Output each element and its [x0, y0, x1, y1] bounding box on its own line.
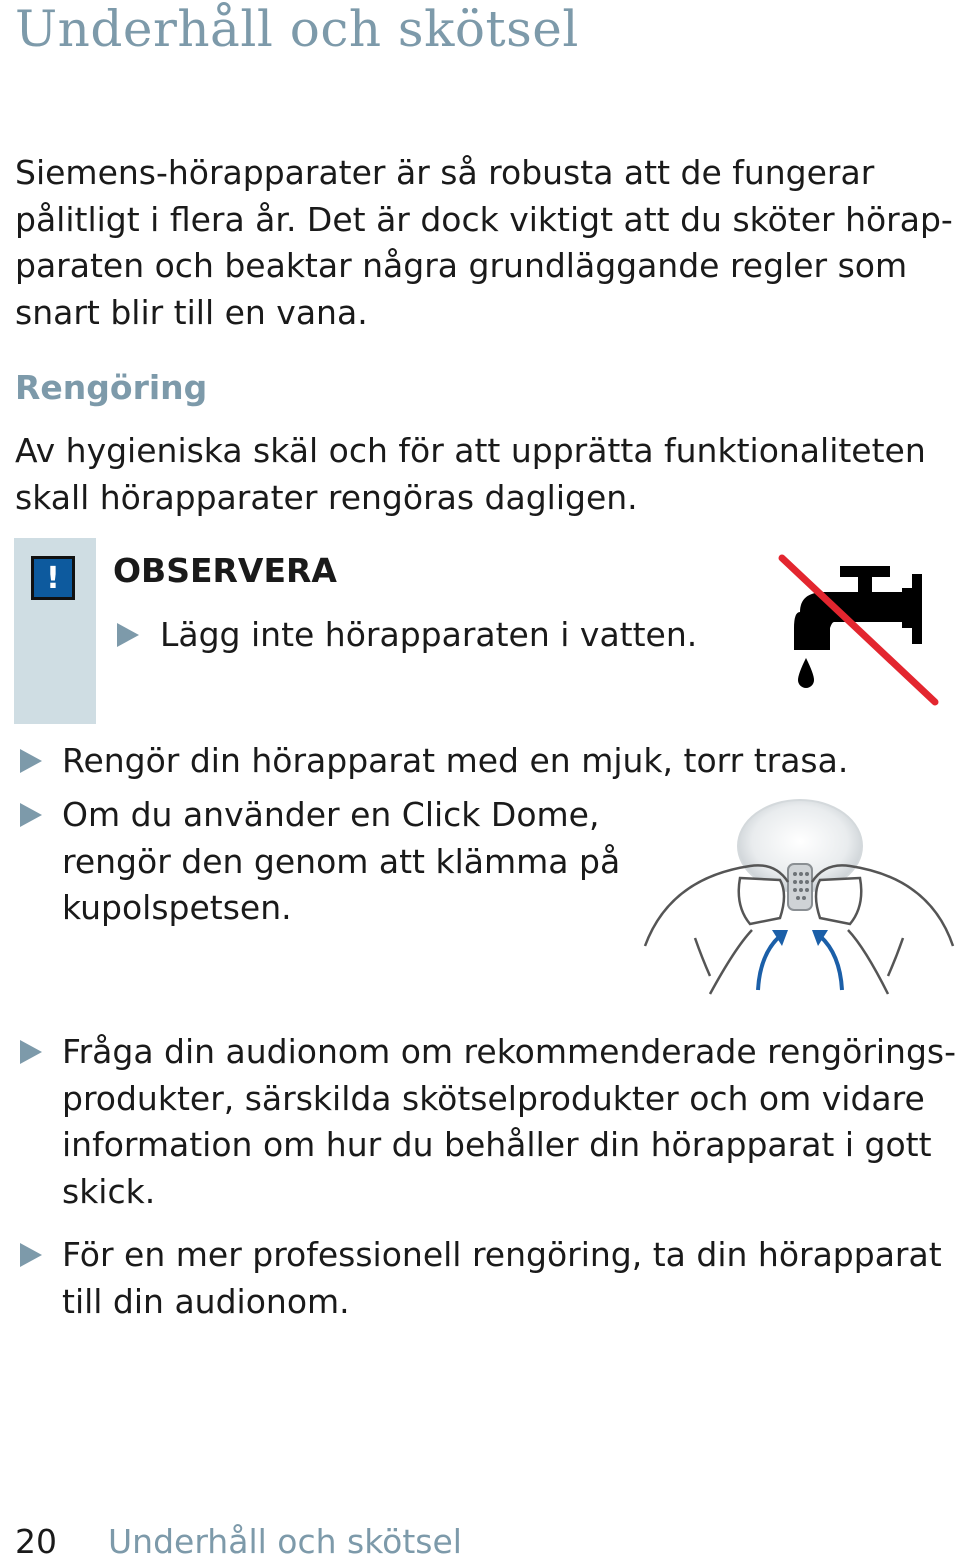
click-dome-squeeze-illustration — [640, 798, 958, 998]
notice-heading: OBSERVERA — [113, 551, 337, 590]
bullet-item — [62, 738, 848, 785]
bullet-arrow-icon — [117, 623, 139, 647]
intro-paragraph — [15, 150, 953, 336]
intro-line: paraten och beaktar några grundläggande regler som — [15, 246, 908, 285]
bullet-line: För en mer professionell rengöring, ta din hörapparat — [62, 1235, 942, 1274]
bullet-line: Fråga din audionom om rekommenderade rengörings- — [62, 1032, 957, 1071]
section-paragraph — [15, 428, 926, 521]
bullet-line: kupolspetsen. — [62, 888, 292, 927]
no-water-faucet-icon — [770, 550, 945, 710]
bullet-line: Om du använder en Click Dome, — [62, 795, 600, 834]
bullet-line: skick. — [62, 1171, 156, 1211]
bullet-arrow-icon — [20, 1243, 42, 1267]
bullet-line: Rengör din hörapparat med en mjuk, torr trasa. — [62, 741, 849, 780]
bullet-arrow-icon — [20, 1040, 42, 1064]
bullet-arrow-icon — [20, 749, 42, 773]
bullet-line: produkter, särskilda skötselprodukter och om vidare — [62, 1078, 925, 1118]
bullet-item — [62, 792, 620, 932]
section-line: skall hörapparater rengöras dagligen. — [15, 477, 638, 517]
page-number: 20 — [15, 1522, 57, 1561]
intro-line: Siemens-hörapparater är så robusta att de fungerar — [15, 153, 875, 192]
intro-line: snart blir till en vana. — [15, 292, 368, 332]
section-heading: Rengöring — [15, 368, 208, 407]
bullet-line: rengör den genom att klämma på — [62, 841, 621, 881]
exclamation-warning-icon: ! — [31, 556, 75, 600]
bullet-item — [62, 1232, 942, 1325]
bullet-arrow-icon — [20, 803, 42, 827]
notice-item: Lägg inte hörapparaten i vatten. — [160, 615, 698, 654]
footer-section-title: Underhåll och skötsel — [108, 1522, 462, 1561]
intro-line: pålitligt i flera år. Det är dock viktigt att du sköter hörap- — [15, 199, 953, 239]
page-title: Underhåll och skötsel — [15, 0, 579, 58]
section-line: Av hygieniska skäl och för att upprätta funktionaliteten — [15, 431, 926, 470]
bullet-line: information om hur du behåller din hörapparat i gott — [62, 1125, 932, 1164]
bullet-line: till din audionom. — [62, 1281, 350, 1321]
bullet-item — [62, 1029, 956, 1215]
